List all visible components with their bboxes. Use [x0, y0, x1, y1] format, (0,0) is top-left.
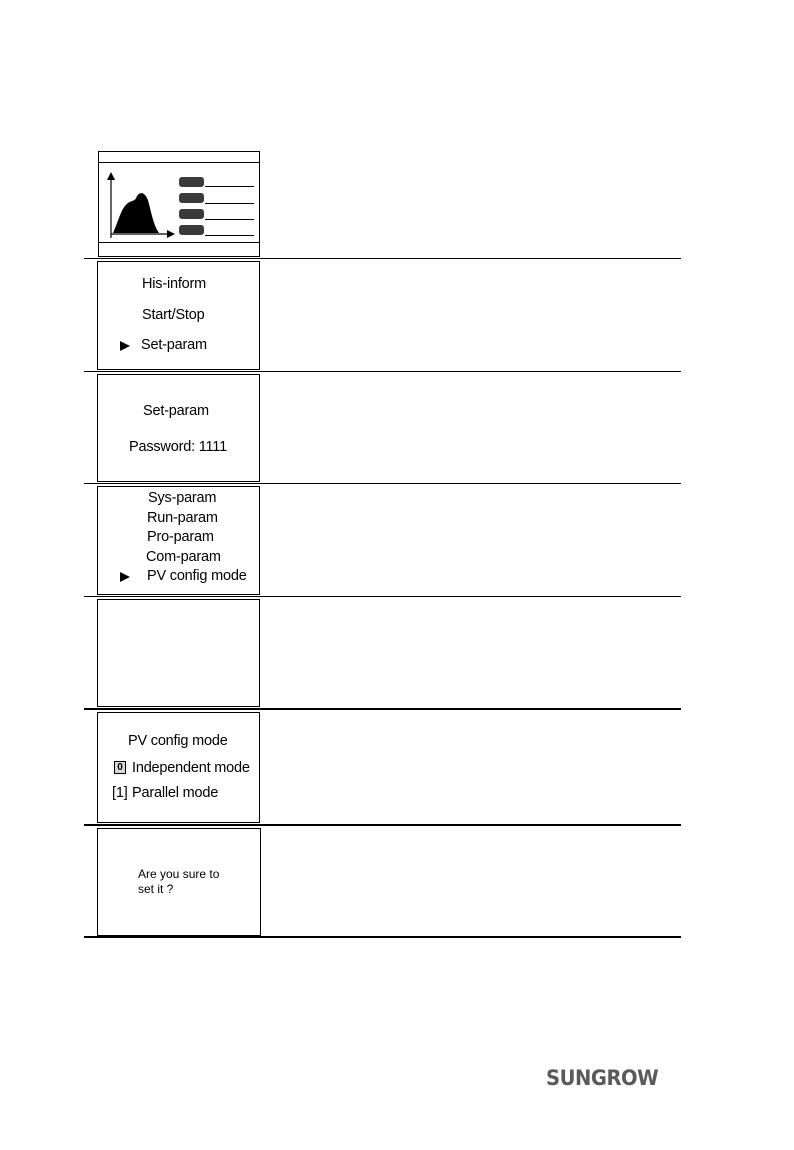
- menu-item-pv-config-mode[interactable]: PV config mode: [147, 568, 247, 584]
- menu-item-com-param[interactable]: Com-param: [146, 549, 221, 565]
- status-chip: [179, 209, 204, 219]
- blank-screen: [97, 599, 260, 707]
- row-divider: [84, 258, 681, 259]
- menu-item-sys-param[interactable]: Sys-param: [148, 490, 217, 506]
- password-screen-title: Set-param: [143, 403, 209, 419]
- sungrow-logo: SUNGROW: [546, 1066, 659, 1090]
- password-field[interactable]: Password: 1111: [129, 439, 227, 455]
- pv-config-title: PV config mode: [128, 733, 228, 749]
- password-screen: [97, 374, 260, 482]
- status-line: [205, 186, 254, 187]
- menu-item-his-inform[interactable]: His-inform: [142, 276, 207, 292]
- status-line: [205, 235, 254, 236]
- home-screen: [98, 151, 260, 257]
- confirm-text-line1: Are you sure to: [138, 867, 220, 881]
- row-divider: [84, 936, 681, 938]
- screen-footer-line: [99, 242, 259, 243]
- menu-item-start-stop[interactable]: Start/Stop: [142, 307, 205, 323]
- screen-header-line: [99, 162, 259, 163]
- option-marker-selected[interactable]: 0: [114, 761, 126, 774]
- menu-item-set-param[interactable]: Set-param: [141, 337, 207, 353]
- right-triangle-icon: [120, 341, 130, 351]
- option-marker[interactable]: [1]: [112, 785, 128, 801]
- param-menu-screen: [97, 486, 260, 595]
- menu-item-pro-param[interactable]: Pro-param: [147, 529, 214, 545]
- row-divider: [84, 371, 681, 372]
- confirm-text-line2: set it ?: [138, 882, 174, 896]
- status-chip: [179, 193, 204, 203]
- row-divider: [84, 596, 681, 597]
- status-chip: [179, 177, 204, 187]
- row-divider: [84, 708, 681, 710]
- pv-config-screen: [97, 712, 260, 823]
- confirm-screen: [97, 828, 261, 936]
- menu-item-run-param[interactable]: Run-param: [147, 510, 218, 526]
- option-independent-mode[interactable]: Independent mode: [132, 760, 250, 776]
- right-triangle-icon: [120, 572, 130, 582]
- status-line: [205, 219, 254, 220]
- status-line: [205, 203, 254, 204]
- main-menu-screen: [97, 261, 260, 370]
- option-parallel-mode[interactable]: Parallel mode: [132, 785, 219, 801]
- row-divider: [84, 483, 681, 484]
- status-chip: [179, 225, 204, 235]
- row-divider: [84, 824, 681, 826]
